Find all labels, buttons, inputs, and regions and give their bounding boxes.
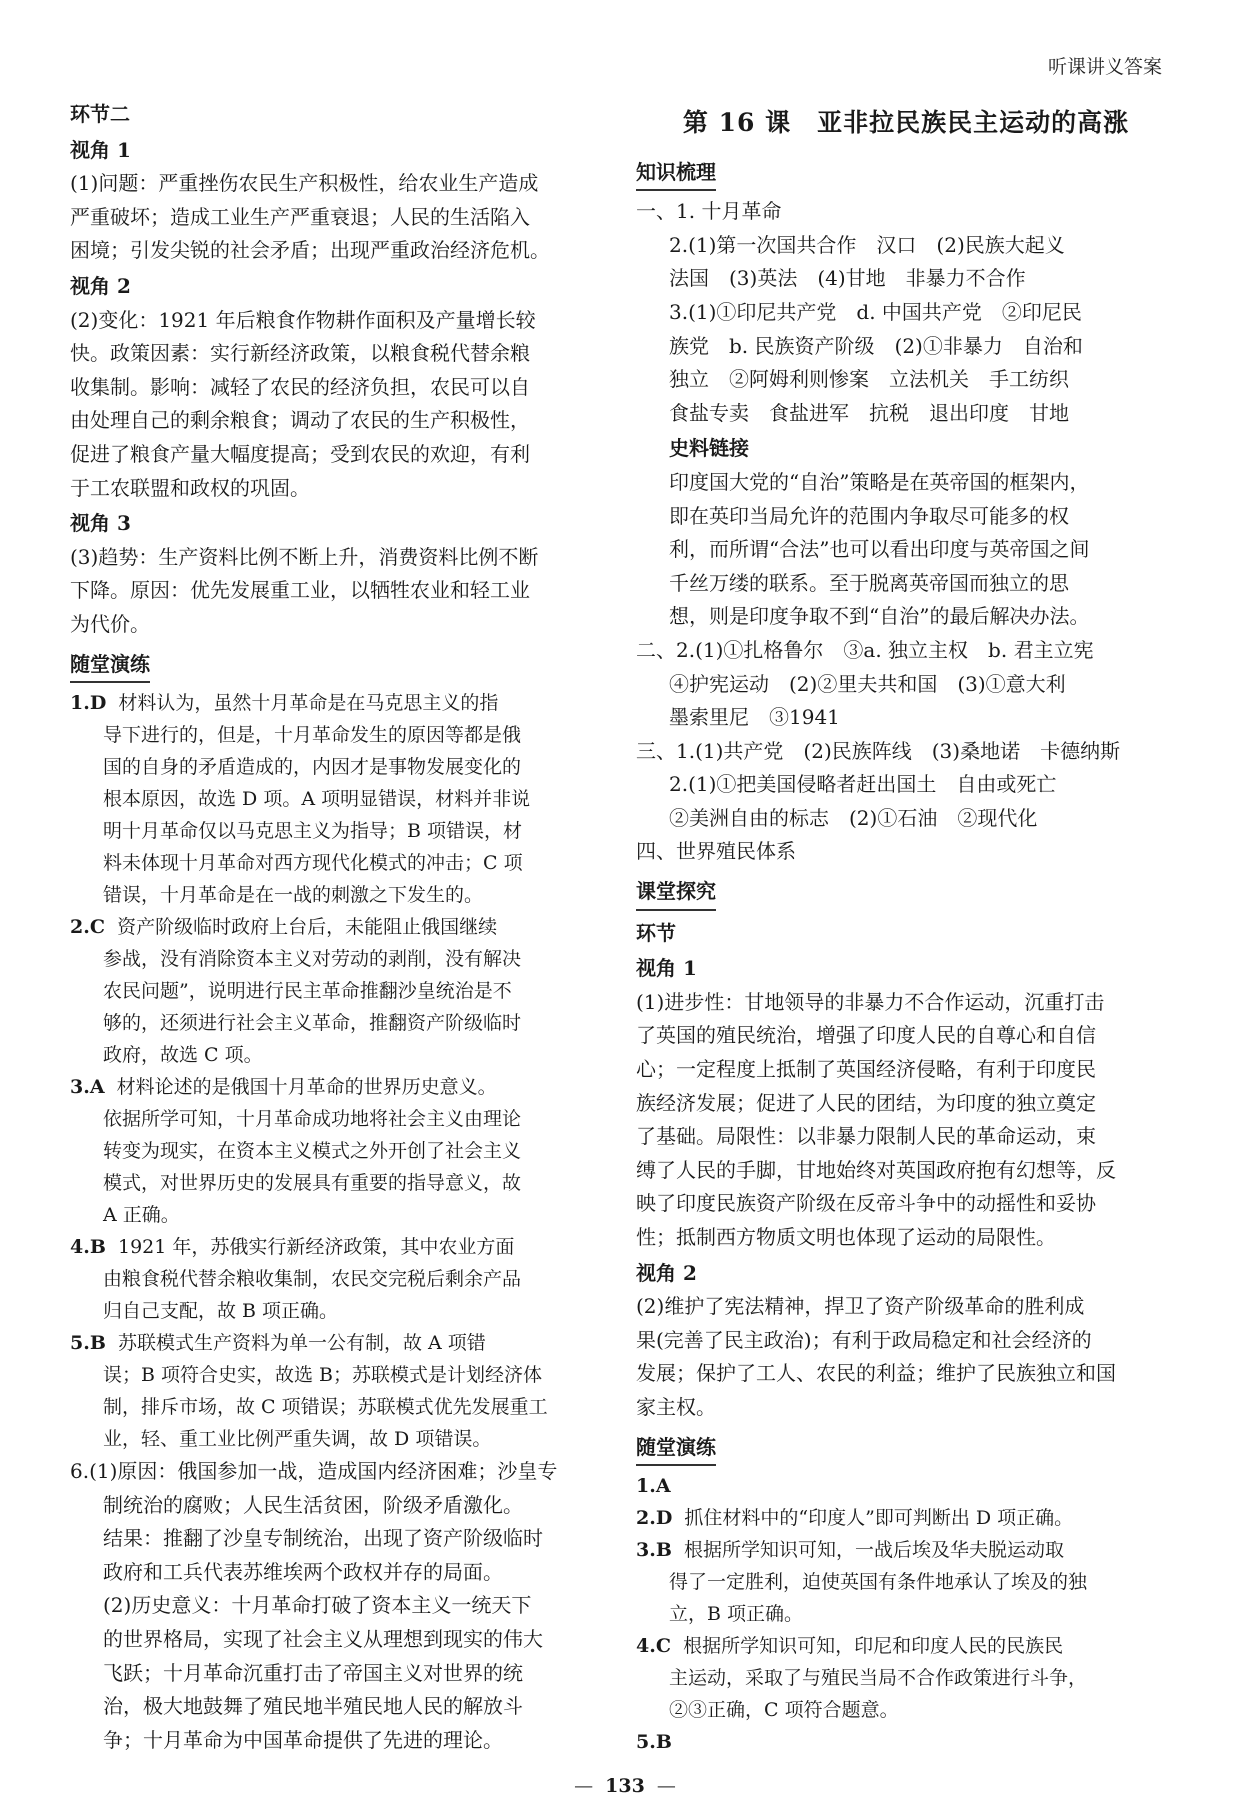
answer-text: 根据所学知识可知，一战后埃及华夫脱运动取 [684, 1539, 1065, 1562]
answer-text: 材料论述的是俄国十月革命的世界历史意义。 [116, 1076, 497, 1099]
view-1-line: 了基础。局限性：以非暴力限制人民的革命运动，束 [636, 1124, 1096, 1149]
view-1-title: 视角 1 [636, 956, 697, 981]
source-line: 利，而所谓“合法”也可以看出印度与英帝国之间 [669, 537, 1090, 562]
knowledge-line: 独立 ②阿姆利则惨案 立法机关 手工纺织 [669, 367, 1069, 392]
answer-text: 飞跃；十月革命沉重打击了帝国主义对世界的统 [103, 1660, 523, 1685]
answer-text: 得了一定胜利，迫使英国有条件地承认了埃及的独 [669, 1571, 1088, 1594]
view-1-line: (1)问题：严重挫伤农民生产积极性，给农业生产造成 [70, 171, 539, 196]
answer-text: 的世界格局，实现了社会主义从理想到现实的伟大 [103, 1627, 543, 1652]
view-2-title: 视角 2 [636, 1260, 697, 1285]
view-2-line: (2)变化：1921 年后粮食作物耕作面积及产量增长较 [70, 307, 536, 332]
answer-text: 主运动，采取了与殖民当局不合作政策进行斗争， [669, 1667, 1088, 1690]
answer-text: 够的，还须进行社会主义革命，推翻资产阶级临时 [103, 1012, 522, 1035]
answer-text: 误；B 项符合史实，故选 B；苏联模式是计划经济体 [103, 1364, 543, 1387]
answer-text: 根据所学知识可知，印尼和印度人民的民族民 [683, 1635, 1064, 1658]
view-2-title: 视角 2 [70, 273, 131, 298]
view-1-line: 困境；引发尖锐的社会矛盾；出现严重政治经济危机。 [70, 238, 550, 263]
knowledge-title: 知识梳理 [636, 156, 716, 192]
knowledge-line: 法国 (3)英法 (4)甘地 非暴力不合作 [669, 266, 1026, 291]
answer-text: 制统治的腐败；人民生活贫困，阶级矛盾激化。 [103, 1492, 523, 1517]
answer-text: 政府，故选 C 项。 [103, 1044, 263, 1067]
answer-text: 结果：推翻了沙皇专制统治，出现了资产阶级临时 [103, 1526, 543, 1551]
answer-text: 业，轻、重工业比例严重失调，故 D 项错误。 [103, 1428, 492, 1451]
answer-text: ②③正确，C 项符合题意。 [669, 1699, 899, 1722]
dash-left: — [574, 1775, 594, 1797]
answer-number: 2.D [636, 1507, 673, 1530]
view-2-line: 收集制。影响：减轻了农民的经济负担，农民可以自 [70, 374, 530, 399]
view-1-line: 性；抵制西方物质文明也体现了运动的局限性。 [636, 1225, 1056, 1249]
section-title: 环节二 [70, 102, 130, 126]
answer-number: 1.D [70, 692, 107, 715]
view-1-line: (1)进步性：甘地领导的非暴力不合作运动，沉重打击 [636, 989, 1105, 1014]
answer-number: 3.B [636, 1539, 672, 1562]
view-1-line: 了英国的殖民统治，增强了印度人民的自尊心和自信 [636, 1023, 1096, 1048]
answer-text: (2)历史意义：十月革命打破了资本主义一统天下 [103, 1593, 532, 1618]
view-2-line: 由处理自己的剩余粮食；调动了农民的生产积极性， [70, 408, 530, 433]
lesson-title: 第 16 课 亚非拉民族民主运动的高涨 [682, 108, 1130, 137]
knowledge-line: 三、1.(1)共产党 (2)民族阵线 (3)桑地诺 卡德纳斯 [636, 738, 1121, 763]
answer-text: 根本原因，故选 D 项。A 项明显错误，材料并非说 [103, 788, 531, 811]
answer-number: 3.A [70, 1076, 105, 1099]
view-2-line: 快。政策因素：实行新经济政策，以粮食税代替余粮 [70, 341, 530, 366]
view-3-line: (3)趋势：生产资料比例不断上升，消费资料比例不断 [70, 544, 539, 569]
answer-number: 1.A [636, 1475, 671, 1498]
answer-text: 政府和工兵代表苏维埃两个政权并存的局面。 [103, 1559, 503, 1584]
answer-text: 材料认为，虽然十月革命是在马克思主义的指 [118, 692, 499, 715]
answer-6: 6.(1)原因：俄国参加一战，造成国内经济困难；沙皇专 [70, 1459, 558, 1484]
source-title: 史料链接 [669, 436, 749, 461]
answer-text: 依据所学可知，十月革命成功地将社会主义由理论 [103, 1108, 522, 1131]
answer-number: 5.B [70, 1332, 106, 1355]
knowledge-line: 族党 b. 民族资产阶级 (2)①非暴力 自治和 [669, 333, 1083, 358]
answer-2 [636, 1502, 1176, 1534]
answer-3 [636, 1534, 1176, 1566]
answer-text: 模式，对世界历史的发展具有重要的指导意义，故 [103, 1172, 522, 1195]
practice-title: 随堂演练 [636, 1431, 716, 1467]
page-header: 听课讲义答案 [1047, 56, 1162, 78]
answer-text: 苏联模式生产资料为单一公有制，故 A 项错 [118, 1332, 486, 1355]
answer-5 [70, 1327, 600, 1359]
answer-text: A 正确。 [103, 1204, 180, 1227]
answer-4 [70, 1231, 600, 1263]
knowledge-line: 四、世界殖民体系 [636, 839, 796, 864]
knowledge-line: 二、2.(1)①扎格鲁尔 ③a. 独立主权 b. 君主立宪 [636, 637, 1094, 662]
source-line: 千丝万缕的联系。至于脱离英帝国而独立的思 [669, 570, 1069, 595]
knowledge-line: 食盐专卖 食盐进军 抗税 退出印度 甘地 [669, 400, 1069, 425]
view-2-line: (2)维护了宪法精神，捍卫了资产阶级革命的胜利成 [636, 1294, 1085, 1319]
answer-text: 1921 年，苏俄实行新经济政策，其中农业方面 [118, 1236, 515, 1259]
left-column [70, 96, 600, 1757]
view-1-title: 视角 1 [70, 137, 131, 162]
view-1-line: 映了印度民族资产阶级在反帝斗争中的动摇性和妥协 [636, 1191, 1096, 1216]
answer-text: 争；十月革命为中国革命提供了先进的理论。 [103, 1727, 503, 1752]
answer-text: 参战，没有消除资本主义对劳动的剥削，没有解决 [103, 948, 522, 971]
explore-title: 课堂探究 [636, 875, 716, 911]
answer-text: 抓住材料中的“印度人”即可判断出 D 项正确。 [684, 1507, 1074, 1530]
view-1-line: 心；一定程度上抵制了英国经济侵略，有利于印度民 [636, 1057, 1096, 1082]
view-2-line: 果(完善了民主政治)；有利于政局稳定和社会经济的 [636, 1327, 1092, 1352]
answer-number: 4.B [70, 1236, 106, 1259]
answer-1 [636, 1470, 1176, 1502]
source-line: 即在英印当局允许的范围内争取尽可能多的权 [669, 503, 1069, 528]
view-2-line: 促进了粮食产量大幅度提高；受到农民的欢迎，有利 [70, 441, 530, 466]
answer-text: 料未体现十月革命对西方现代化模式的冲击；C 项 [103, 852, 523, 875]
view-3-title: 视角 3 [70, 511, 131, 536]
page-number-row [0, 1775, 1250, 1797]
practice-title: 随堂演练 [70, 648, 150, 684]
dash-right: — [656, 1775, 676, 1797]
right-column [636, 96, 1176, 1758]
view-2-line: 发展；保护了工人、农民的利益；维护了民族独立和国 [636, 1361, 1116, 1386]
answer-number: 4.C [636, 1635, 671, 1658]
answer-text: 国的自身的矛盾造成的，内因才是事物发展变化的 [103, 756, 522, 779]
knowledge-line: 3.(1)①印尼共产党 d. 中国共产党 ②印尼民 [669, 299, 1082, 324]
answer-text: 由粮食税代替余粮收集制，农民交完税后剩余产品 [103, 1268, 522, 1291]
page-number: 133 [605, 1775, 645, 1797]
view-3-line: 下降。原因：优先发展重工业，以牺牲农业和轻工业 [70, 578, 530, 603]
answer-text: 导下进行的，但是，十月革命发生的原因等都是俄 [103, 724, 522, 747]
knowledge-line: 2.(1)①把美国侵略者赶出国土 自由或死亡 [669, 772, 1057, 797]
answer-text: 明十月革命仅以马克思主义为指导；B 项错误，材 [103, 820, 523, 843]
answer-text: 错误，十月革命是在一战的刺激之下发生的。 [103, 884, 484, 907]
answer-text: 资产阶级临时政府上台后，未能阻止俄国继续 [117, 916, 498, 939]
view-3-line: 为代价。 [70, 611, 150, 636]
knowledge-line: 墨索里尼 ③1941 [669, 705, 840, 730]
view-1-line: 缚了人民的手脚，甘地始终对英国政府抱有幻想等，反 [636, 1157, 1116, 1182]
answer-text: 制，排斥市场，故 C 项错误；苏联模式优先发展重工 [103, 1396, 548, 1419]
answer-text: 归自己支配，故 B 项正确。 [103, 1300, 339, 1323]
answer-2 [70, 911, 600, 943]
answer-text: 治，极大地鼓舞了殖民地半殖民地人民的解放斗 [103, 1694, 523, 1719]
view-1-line: 严重破坏；造成工业生产严重衰退；人民的生活陷入 [70, 204, 530, 229]
knowledge-line: ②美洲自由的标志 (2)①石油 ②现代化 [669, 805, 1038, 830]
answer-3 [70, 1071, 600, 1103]
answer-number: 2.C [70, 916, 105, 939]
view-2-line: 家主权。 [636, 1394, 716, 1419]
view-2-line: 于工农联盟和政权的巩固。 [70, 475, 310, 500]
answer-5 [636, 1726, 1176, 1758]
answer-text: 转变为现实，在资本主义模式之外开创了社会主义 [103, 1140, 522, 1163]
link-title: 环节 [636, 920, 676, 945]
knowledge-line: 2.(1)第一次国共合作 汉口 (2)民族大起义 [669, 232, 1065, 257]
source-line: 印度国大党的“自治”策略是在英帝国的框架内， [669, 469, 1090, 494]
answer-number: 5.B [636, 1731, 672, 1754]
answer-text: 立，B 项正确。 [669, 1603, 804, 1626]
answer-1 [70, 687, 600, 719]
source-line: 想，则是印度争取不到“自治”的最后解决办法。 [669, 604, 1090, 629]
view-1-line: 族经济发展；促进了人民的团结，为印度的独立奠定 [636, 1090, 1096, 1115]
knowledge-line: ④护宪运动 (2)②里夫共和国 (3)①意大利 [669, 671, 1066, 696]
knowledge-line: 一、1. 十月革命 [636, 199, 782, 224]
answer-text: 农民问题”，说明进行民主革命推翻沙皇统治是不 [103, 980, 512, 1003]
answer-4 [636, 1630, 1176, 1662]
